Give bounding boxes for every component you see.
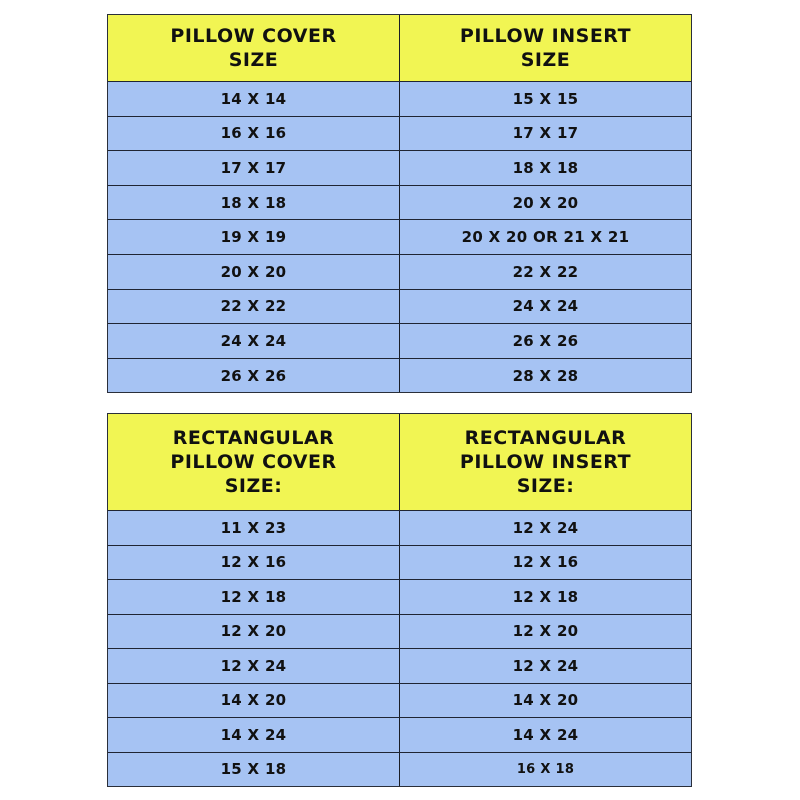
cover-size-cell: 12 X 20 — [108, 615, 400, 649]
header-line: PILLOW COVER — [170, 451, 337, 473]
insert-size-cell: 12 X 24 — [512, 656, 579, 675]
cover-size-cell: 24 X 24 — [108, 324, 400, 358]
table-header-row — [108, 414, 691, 510]
table-row — [108, 545, 691, 580]
header-line: SIZE: — [224, 475, 283, 497]
table-row — [108, 510, 691, 545]
header-cover-size — [108, 15, 400, 81]
table-row — [108, 81, 691, 116]
insert-size-cell: 17 X 17 — [512, 124, 579, 143]
table-header-row — [108, 15, 691, 81]
square-pillow-size-table — [107, 14, 692, 393]
header-line: PILLOW INSERT — [459, 451, 632, 473]
header-insert-size — [400, 15, 691, 81]
header-line: PILLOW COVER — [170, 25, 337, 47]
cover-size-cell: 17 X 17 — [108, 151, 400, 185]
table-row — [108, 358, 691, 393]
insert-size-cell: 26 X 26 — [512, 331, 579, 350]
cover-size-cell: 20 X 20 — [108, 255, 400, 289]
insert-size-cell: 14 X 24 — [512, 725, 579, 744]
header-rect-insert-size — [400, 414, 691, 510]
insert-size-cell: 20 X 20 OR 21 X 21 — [461, 228, 630, 247]
rectangular-pillow-size-table — [107, 413, 692, 787]
table-row — [108, 254, 691, 289]
header-line: SIZE — [520, 49, 571, 71]
cover-size-cell: 14 X 14 — [108, 82, 400, 116]
table-row — [108, 752, 691, 787]
insert-size-cell: 18 X 18 — [512, 158, 579, 177]
insert-size-cell: 16 X 18 — [516, 761, 575, 777]
cover-size-cell: 26 X 26 — [108, 359, 400, 393]
cover-size-cell: 14 X 20 — [108, 684, 400, 718]
table-row — [108, 683, 691, 718]
table-row — [108, 219, 691, 254]
insert-size-cell: 12 X 20 — [512, 622, 579, 641]
table-row — [108, 323, 691, 358]
insert-size-cell: 12 X 24 — [512, 518, 579, 537]
cover-size-cell: 12 X 16 — [108, 546, 400, 580]
header-line: RECTANGULAR — [464, 427, 627, 449]
header-line: RECTANGULAR — [172, 427, 335, 449]
cover-size-cell: 12 X 24 — [108, 649, 400, 683]
insert-size-cell: 28 X 28 — [512, 366, 579, 385]
table-row — [108, 150, 691, 185]
insert-size-cell: 24 X 24 — [512, 297, 579, 316]
insert-size-cell: 15 X 15 — [512, 89, 579, 108]
cover-size-cell: 12 X 18 — [108, 580, 400, 614]
cover-size-cell: 22 X 22 — [108, 290, 400, 324]
table-row — [108, 289, 691, 324]
table-row — [108, 116, 691, 151]
cover-size-cell: 14 X 24 — [108, 718, 400, 752]
cover-size-cell: 18 X 18 — [108, 186, 400, 220]
insert-size-cell: 22 X 22 — [512, 262, 579, 281]
insert-size-cell: 20 X 20 — [512, 193, 579, 212]
header-line: PILLOW INSERT — [459, 25, 632, 47]
table-row — [108, 185, 691, 220]
cover-size-cell: 16 X 16 — [108, 117, 400, 151]
table-row — [108, 579, 691, 614]
table-row — [108, 614, 691, 649]
table-row — [108, 648, 691, 683]
cover-size-cell: 15 X 18 — [108, 753, 400, 787]
insert-size-cell: 14 X 20 — [512, 691, 579, 710]
table-row — [108, 717, 691, 752]
header-line: SIZE — [228, 49, 279, 71]
header-line: SIZE: — [516, 475, 575, 497]
cover-size-cell: 11 X 23 — [108, 511, 400, 545]
header-rect-cover-size — [108, 414, 400, 510]
insert-size-cell: 12 X 16 — [512, 553, 579, 572]
insert-size-cell: 12 X 18 — [512, 587, 579, 606]
cover-size-cell: 19 X 19 — [108, 220, 400, 254]
